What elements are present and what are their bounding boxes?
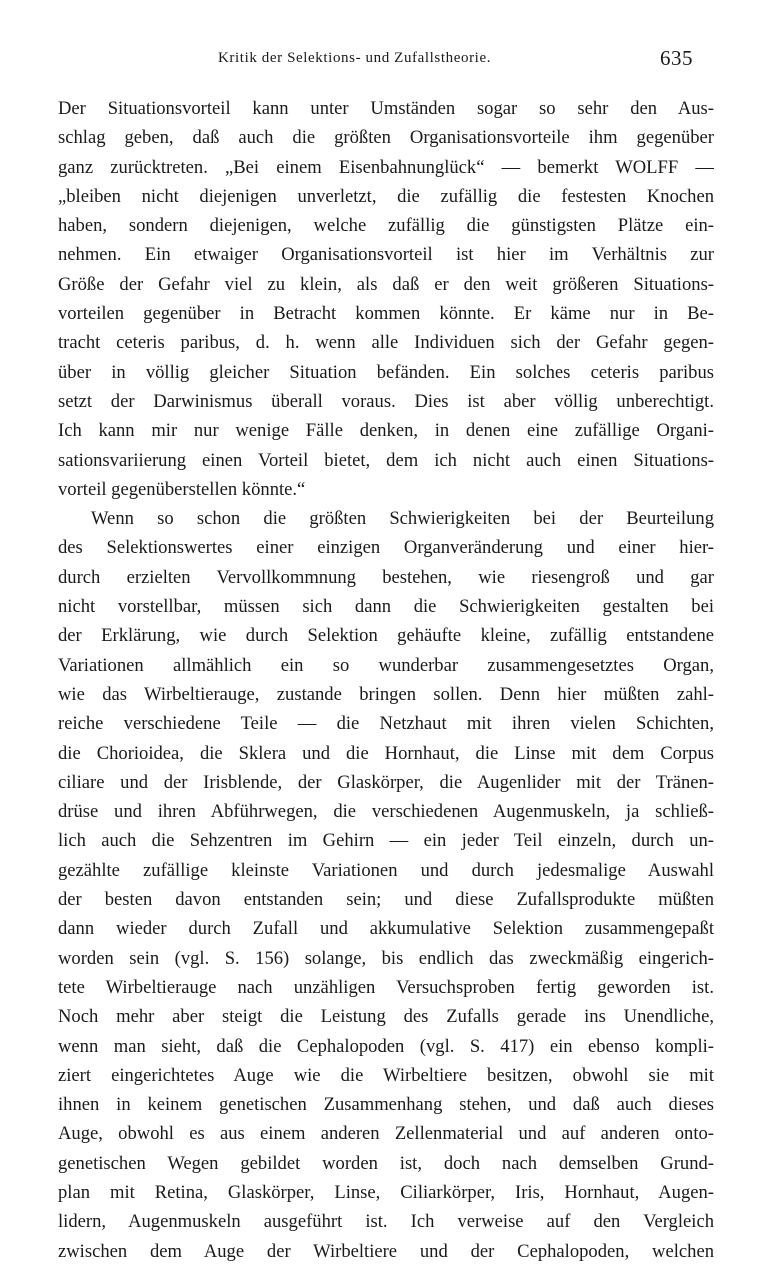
- text-line: Auge, obwohl es aus einem anderen Zellenmaterial und auf anderen onto-: [58, 1123, 714, 1145]
- text-line: lidern, Augenmuskeln ausgeführt ist. Ich verweise auf den Vergleich: [58, 1211, 714, 1233]
- text-line: tracht ceteris paribus, d. h. wenn alle Individuen sich der Gefahr gegen-: [58, 332, 714, 354]
- text-line: setzt der Darwinismus überall voraus. Dies ist aber völlig unberechtigt.: [58, 390, 714, 412]
- text-line: des Selektionswertes einer einzigen Organveränderung und einer hier-: [58, 537, 714, 559]
- text-line: wie das Wirbeltierauge, zustande bringen sollen. Denn hier müßten zahl-: [58, 683, 714, 705]
- text-line: Noch mehr aber steigt die Leistung des Zufalls gerade ins Unendliche,: [58, 1006, 714, 1028]
- text-line: „bleiben nicht diejenigen unverletzt, die zufällig die festesten Knochen: [58, 185, 714, 207]
- text-line: zwischen dem Auge der Wirbeltiere und der Cephalopoden, welchen: [58, 1240, 714, 1262]
- text-line: ihnen in keinem genetischen Zusammenhang stehen, und daß auch dieses: [58, 1094, 714, 1116]
- text-line: schlag geben, daß auch die größten Organisationsvorteile ihm gegenüber: [58, 127, 714, 149]
- text-line: dann wieder durch Zufall und akkumulative Selektion zusammengepaßt: [58, 918, 714, 940]
- paragraph-start-line: Wenn so schon die größten Schwierigkeiten bei der Beurteilung: [91, 508, 714, 530]
- paragraph-end-line: vorteil gegenüberstellen könnte.“: [58, 478, 306, 500]
- page-number: 635: [660, 46, 693, 70]
- text-line: drüse und ihren Abführwegen, die verschiedenen Augenmuskeln, ja schließ-: [58, 801, 714, 823]
- running-title: Kritik der Selektions- und Zufallstheorie.: [218, 50, 492, 66]
- body-text: [58, 94, 714, 1266]
- text-line: lich auch die Sehzentren im Gehirn — ein jeder Teil einzeln, durch un-: [58, 830, 714, 852]
- text-line: durch erzielten Vervollkommnung bestehen, wie riesengroß und gar: [58, 566, 714, 588]
- running-head: [0, 44, 765, 78]
- text-line: vorteilen gegenüber in Betracht kommen könnte. Er käme nur in Be-: [58, 303, 714, 325]
- text-line: ciliare und der Irisblende, der Glaskörper, die Augenlider mit der Tränen-: [58, 771, 714, 793]
- text-line: Der Situationsvorteil kann unter Umständen sogar so sehr den Aus-: [58, 98, 714, 119]
- text-line: nicht vorstellbar, müssen sich dann die Schwierigkeiten gestalten bei: [58, 596, 714, 618]
- text-line: nehmen. Ein etwaiger Organisationsvorteil ist hier im Verhältnis zur: [58, 244, 714, 266]
- text-line: ganz zurücktreten. „Bei einem Eisenbahnunglück“ — bemerkt WOLFF —: [58, 156, 714, 178]
- text-line: Größe der Gefahr viel zu klein, als daß er den weit größeren Situations-: [58, 273, 714, 295]
- text-line: reiche verschiedene Teile — die Netzhaut mit ihren vielen Schichten,: [58, 713, 714, 735]
- text-line: tete Wirbeltierauge nach unzähligen Versuchsproben fertig geworden ist.: [58, 976, 714, 998]
- text-line: haben, sondern diejenigen, welche zufällig die günstigsten Plätze ein-: [58, 215, 714, 237]
- text-line: die Chorioidea, die Sklera und die Hornhaut, die Linse mit dem Corpus: [58, 742, 714, 764]
- text-line: der Erklärung, wie durch Selektion gehäufte kleine, zufällig entstandene: [58, 625, 714, 647]
- text-line: Ich kann mir nur wenige Fälle denken, in denen eine zufällige Organi-: [58, 420, 714, 442]
- text-line: wenn man sieht, daß die Cephalopoden (vgl. S. 417) ein ebenso kompli-: [58, 1035, 714, 1057]
- text-line: Variationen allmählich ein so wunderbar zusammengesetztes Organ,: [58, 654, 714, 676]
- text-line: der besten davon entstanden sein; und diese Zufallsprodukte müßten: [58, 889, 714, 911]
- text-line: ziert eingerichtetes Auge wie die Wirbeltiere besitzen, obwohl sie mit: [58, 1064, 714, 1086]
- text-line: genetischen Wegen gebildet worden ist, doch nach demselben Grund-: [58, 1152, 714, 1174]
- text-line: gezählte zufällige kleinste Variationen und durch jedesmalige Auswahl: [58, 859, 714, 881]
- text-line: plan mit Retina, Glaskörper, Linse, Ciliarkörper, Iris, Hornhaut, Augen-: [58, 1181, 714, 1203]
- text-line: worden sein (vgl. S. 156) solange, bis endlich das zweckmäßig eingerich-: [58, 947, 714, 969]
- text-line: über in völlig gleicher Situation befänden. Ein solches ceteris paribus: [58, 361, 714, 383]
- text-line: sationsvariierung einen Vorteil bietet, dem ich nicht auch einen Situations-: [58, 449, 714, 471]
